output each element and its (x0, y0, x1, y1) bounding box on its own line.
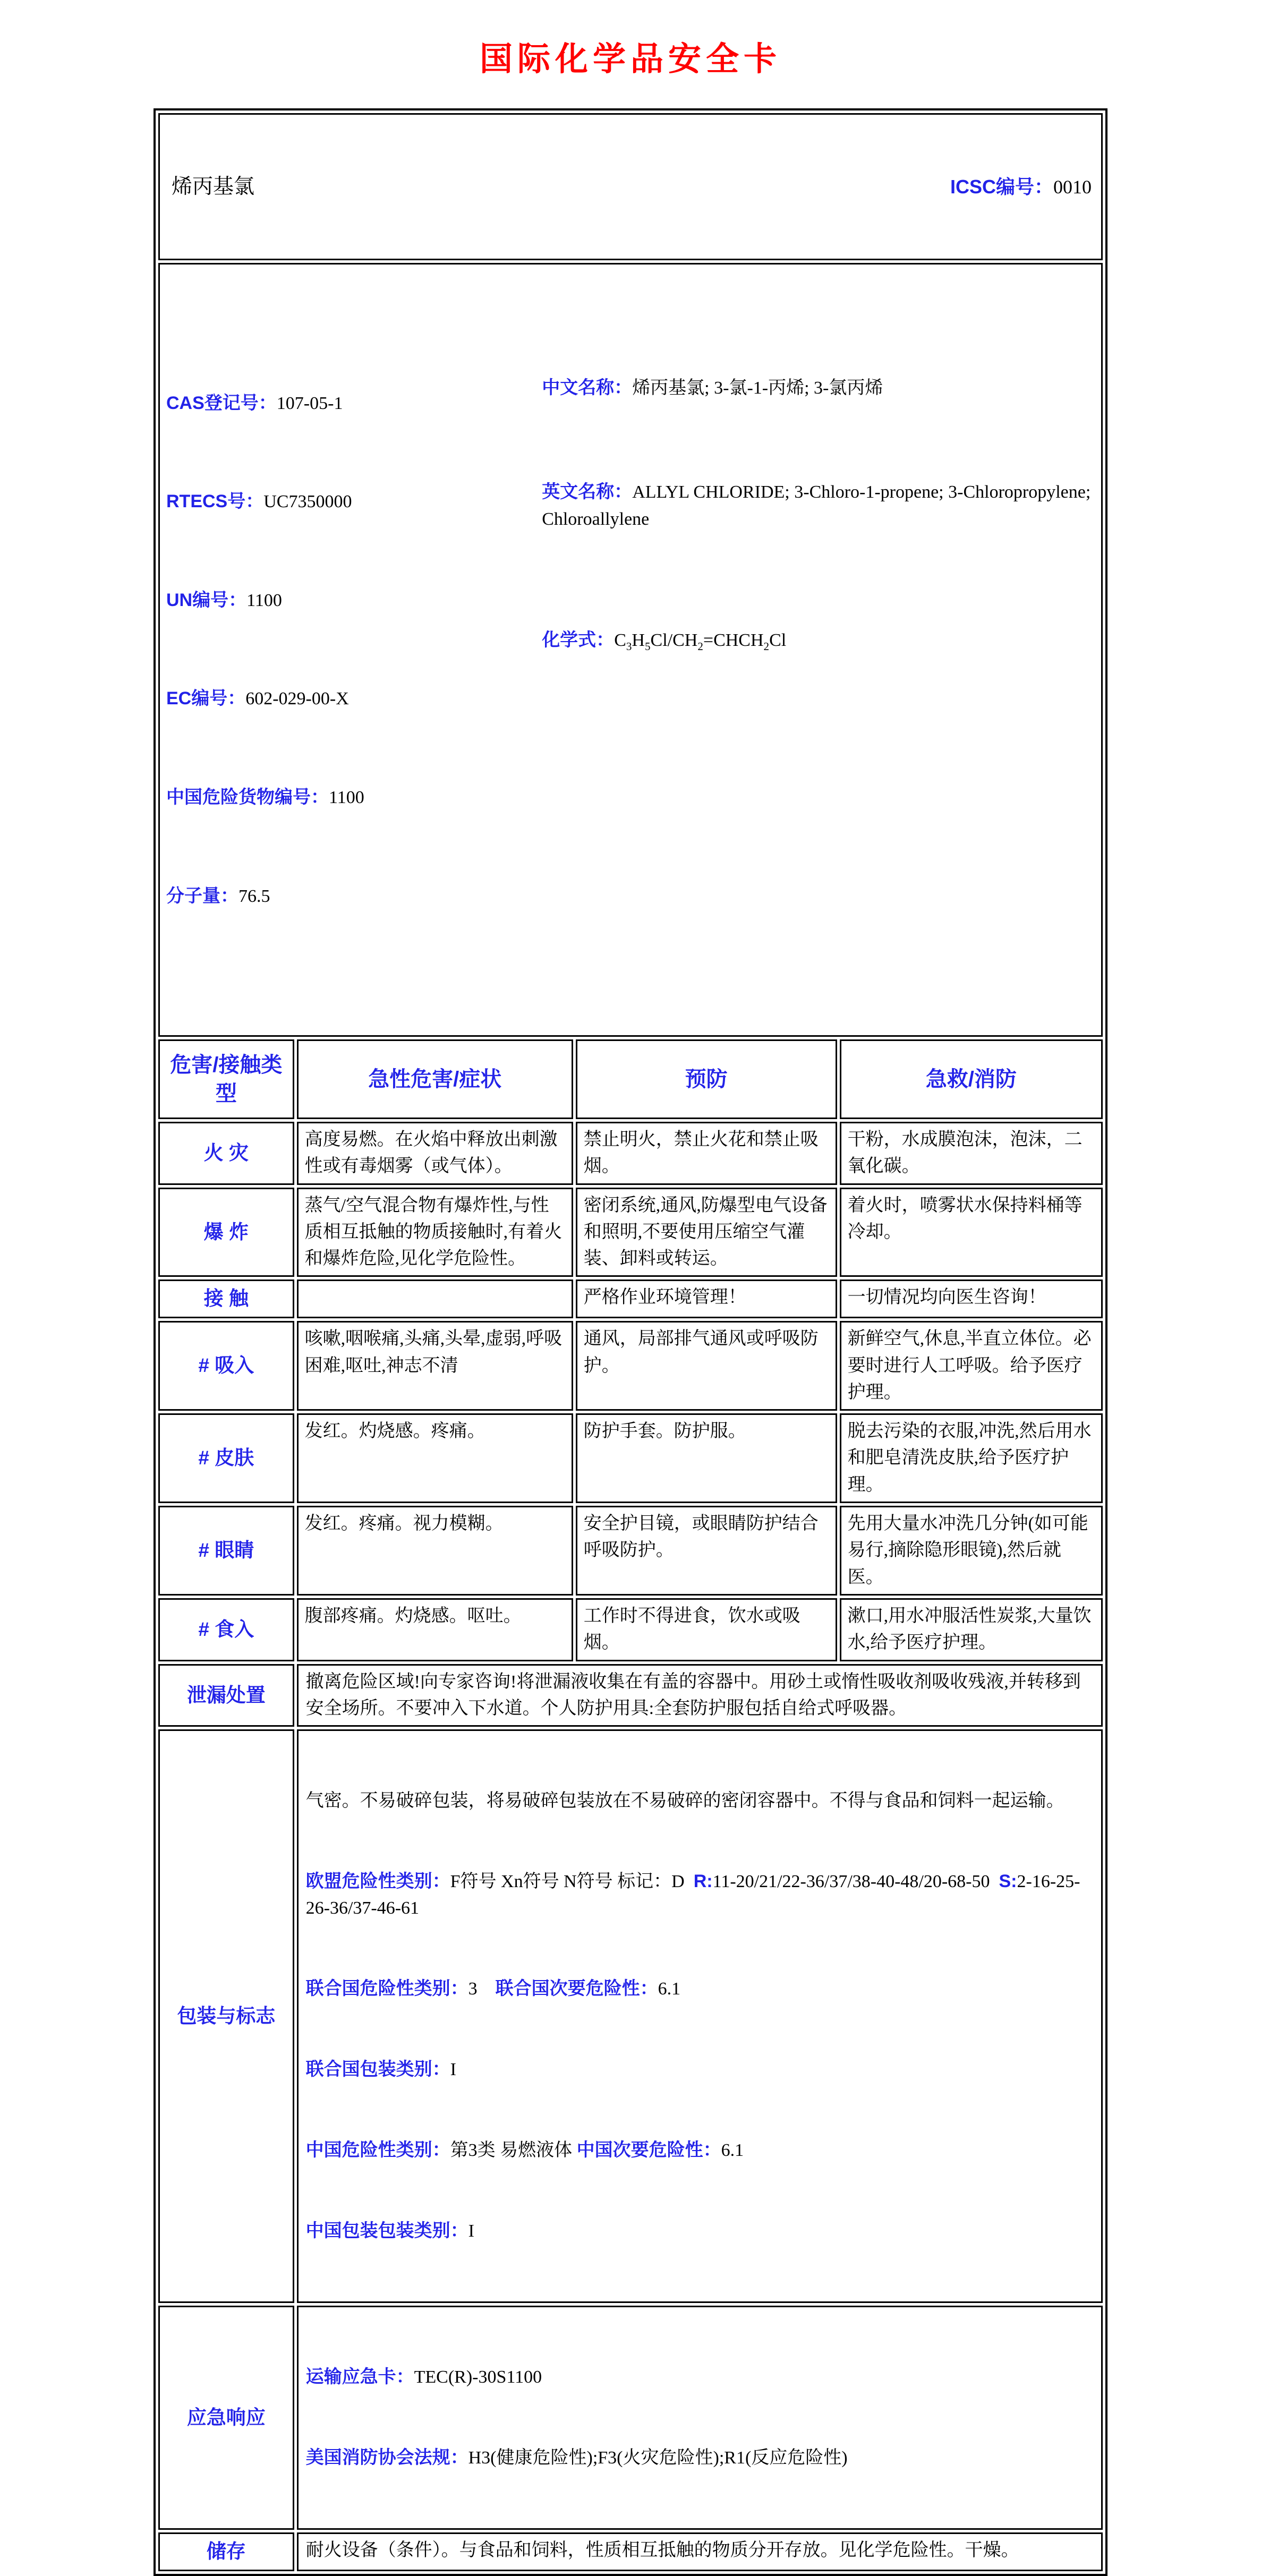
field-label: S: (999, 1871, 1017, 1891)
identifier-item (166, 880, 538, 913)
identifier-value: 602-029-00-X (245, 689, 349, 709)
packaging-line-cn-packgroup (306, 2217, 1094, 2245)
identifier-item (166, 683, 538, 715)
identifier-label: RTECS号： (166, 491, 264, 512)
icsc-card-table (154, 108, 1107, 2576)
section-row-storage (158, 2532, 1103, 2571)
identifier-value: 1100 (246, 590, 282, 610)
identifier-label: EC编号： (166, 688, 246, 709)
identifier-label: CAS登记号： (166, 393, 277, 413)
chinese-name-label: 中文名称： (542, 378, 633, 398)
english-name-label: 英文名称： (542, 482, 633, 502)
field-value: 第3类 易燃液体 (450, 2140, 577, 2160)
field-value: 11-20/21/22-36/37/38-40-48/20-68-50 (712, 1871, 999, 1891)
identifiers-row (158, 263, 1103, 1037)
field-value: C (614, 630, 626, 650)
first-aid-cell: 一切情况均向医生咨询！ (840, 1280, 1103, 1318)
hazard-type-cell: 接 触 (158, 1280, 294, 1318)
packaging-line (306, 1788, 1094, 1814)
first-aid-cell: 着火时，喷雾状水保持料桶等冷却。 (840, 1188, 1103, 1277)
packaging-line-un-class (306, 1975, 1094, 2002)
field-value: F符号 Xn符号 N符号 标记：D (450, 1871, 694, 1891)
field-value: =CHCH (703, 630, 764, 650)
symptoms-cell: 咳嗽,咽喉痛,头痛,头晕,虚弱,呼吸困难,呕吐,神志不清 (297, 1321, 573, 1411)
english-name-line (542, 479, 1095, 533)
first-aid-cell: 新鲜空气,休息,半直立体位。必要时进行人工呼吸。给予医疗护理。 (840, 1321, 1103, 1411)
identifier-list (166, 321, 538, 979)
symptoms-cell (297, 1280, 573, 1318)
packaging-content-cell (297, 1729, 1103, 2303)
identifier-item (166, 485, 538, 518)
packaging-line-eu-class (306, 1868, 1094, 1922)
prevention-cell: 防护手套。防护服。 (576, 1413, 837, 1503)
formula-label: 化学式： (542, 629, 615, 650)
field-label: 欧盟危险性类别： (305, 1871, 450, 1891)
first-aid-cell: 脱去污染的衣服,冲洗,然后用水和肥皂清洗皮肤,给予医疗护理。 (840, 1413, 1103, 1503)
name-block (538, 321, 1095, 979)
field-value: 5 (644, 639, 651, 653)
field-label: 中国次要危险性： (576, 2139, 721, 2160)
prevention-cell: 禁止明火，禁止火花和禁止吸烟。 (576, 1122, 837, 1185)
hazard-type-cell: 爆 炸 (158, 1188, 294, 1277)
field-value: 6.1 (721, 2140, 744, 2160)
field-value: 2 (697, 639, 703, 653)
section-row-spillage (158, 1664, 1103, 1727)
packaging-line-cn-class (306, 2137, 1094, 2164)
field-label: 美国消防协会法规： (305, 2447, 468, 2468)
emergency-line-transport-card (306, 2364, 1094, 2391)
icsc-number-box (950, 173, 1095, 201)
hazard-type-cell: # 吸入 (158, 1321, 294, 1411)
chinese-name-value: 烯丙基氯; 3-氯-1-丙烯; 3-氯丙烯 (632, 378, 883, 398)
field-value: 2-16-25-26-36/37-46-61 (305, 1871, 1080, 1918)
identifier-value: 1100 (329, 788, 364, 808)
first-aid-cell: 干粉，水成膜泡沫，泡沫，二氧化碳。 (840, 1122, 1103, 1185)
packaging-line-un-packgroup (306, 2056, 1094, 2083)
first-aid-cell: 漱口,用水冲服活性炭浆,大量饮水,给予医疗护理。 (840, 1598, 1103, 1661)
field-value: I (468, 2221, 474, 2241)
column-header-prevention: 预防 (576, 1039, 837, 1119)
field-value: TEC(R)-30S1100 (414, 2367, 542, 2387)
field-label: R: (693, 1871, 713, 1891)
identifiers-cell (158, 263, 1103, 1037)
hazard-row-eyes (158, 1506, 1103, 1596)
field-label: 中国包装包装类别： (305, 2220, 468, 2241)
field-value: H (632, 630, 645, 650)
prevention-cell: 工作时不得进食，饮水或吸烟。 (576, 1598, 837, 1661)
chinese-name-line (542, 374, 1095, 402)
storage-content-cell: 耐火设备（条件）。与食品和饲料，性质相互抵触的物质分开存放。见化学危险性。干燥。 (297, 2532, 1103, 2571)
prevention-cell: 严格作业环境管理！ (576, 1280, 837, 1318)
section-type-cell: 储存 (158, 2532, 294, 2571)
chemical-name: 烯丙基氯 (172, 175, 255, 198)
column-header-hazard-type: 危害/接触类型 (158, 1039, 294, 1119)
card-header-row (158, 113, 1103, 260)
field-value: 6.1 (658, 1979, 681, 1999)
formula-value (614, 630, 787, 653)
section-type-cell: 应急响应 (158, 2306, 294, 2530)
first-aid-cell: 先用大量水冲洗几分钟(如可能易行,摘除隐形眼镜),然后就医。 (840, 1506, 1103, 1596)
formula-line (542, 627, 1095, 654)
hazard-type-cell: # 皮肤 (158, 1413, 294, 1503)
icsc-number-label: ICSC编号： (950, 175, 1053, 198)
symptoms-cell: 高度易燃。在火焰中释放出刺激性或有毒烟雾（或气体）。 (297, 1122, 573, 1185)
identifier-item (166, 387, 538, 420)
hazard-type-cell: # 眼睛 (158, 1506, 294, 1596)
identifier-value: 107-05-1 (276, 393, 343, 413)
symptoms-cell: 发红。疼痛。视力模糊。 (297, 1506, 573, 1596)
hazard-type-cell: 火 灾 (158, 1122, 294, 1185)
field-label: 运输应急卡： (305, 2367, 414, 2387)
symptoms-cell: 腹部疼痛。灼烧感。呕吐。 (297, 1598, 573, 1661)
card-header-cell (158, 113, 1103, 260)
field-label: 联合国包装类别： (305, 2059, 450, 2080)
field-value: Cl (769, 630, 787, 650)
hazard-row-skin (158, 1413, 1103, 1503)
section-row-packaging (158, 1729, 1103, 2303)
icsc-number-value: 0010 (1053, 176, 1092, 198)
field-value: 2 (763, 639, 770, 653)
column-header-row (158, 1039, 1103, 1119)
column-header-symptoms: 急性危害/症状 (297, 1039, 573, 1119)
symptoms-cell: 发红。灼烧感。疼痛。 (297, 1413, 573, 1503)
hazard-row-inhalation (158, 1321, 1103, 1411)
field-value: H3(健康危险性);F3(火灾危险性);R1(反应危险性) (468, 2448, 848, 2468)
field-value: 3 (626, 639, 632, 653)
prevention-cell: 密闭系统,通风,防爆型电气设备和照明,不要使用压缩空气灌装、卸料或转运。 (576, 1188, 837, 1277)
identifier-value: 76.5 (238, 886, 270, 906)
english-name-value: ALLYL CHLORIDE; 3-Chloro-1-propene; 3-Chloropropylene; Chloroallylene (542, 482, 1095, 529)
field-value: Cl/CH (650, 630, 698, 650)
hazard-row-explosion (158, 1188, 1103, 1277)
hazard-type-cell: # 食入 (158, 1598, 294, 1661)
hazard-row-fire (158, 1122, 1103, 1185)
hazard-row-exposure (158, 1280, 1103, 1318)
symptoms-cell: 蒸气/空气混合物有爆炸性,与性质相互抵触的物质接触时,有着火和爆炸危险,见化学危险性。 (297, 1188, 573, 1277)
field-value: 3 (468, 1979, 496, 1999)
page-title: 国际化学品安全卡 (479, 41, 781, 78)
section-type-cell: 泄漏处置 (158, 1664, 294, 1727)
emergency-content-cell (297, 2306, 1103, 2530)
prevention-cell: 安全护目镜，或眼睛防护结合呼吸防护。 (576, 1506, 837, 1596)
section-row-emergency (158, 2306, 1103, 2530)
field-value: 气密。不易破碎包装，将易破碎包装放在不易破碎的密闭容器中。不得与食品和饲料一起运输。 (305, 1790, 1064, 1811)
field-value: I (450, 2060, 456, 2080)
field-label: 中国危险性类别： (305, 2139, 450, 2160)
section-type-cell: 包装与标志 (158, 1729, 294, 2303)
identifier-label: 分子量： (166, 885, 238, 906)
identifier-label: UN编号： (166, 590, 247, 610)
identifier-value: UC7350000 (263, 492, 352, 512)
identifier-label: 中国危险货物编号： (166, 787, 329, 808)
hazard-row-ingestion (158, 1598, 1103, 1661)
spillage-content-cell: 撤离危险区域!向专家咨询!将泄漏液收集在有盖的容器中。用砂土或惰性吸收剂吸收残液,并转移到安全场所。不要冲入下水道。个人防护用具:全套防护服包括自给式呼吸器。 (297, 1664, 1103, 1727)
identifier-item (166, 781, 538, 814)
field-label: 联合国危险性类别： (305, 1978, 468, 1999)
identifier-item (166, 584, 538, 617)
column-header-first-aid: 急救/消防 (840, 1039, 1103, 1119)
field-label: 联合国次要危险性： (495, 1978, 658, 1999)
emergency-line-nfpa (306, 2444, 1094, 2471)
prevention-cell: 通风，局部排气通风或呼吸防护。 (576, 1321, 837, 1411)
